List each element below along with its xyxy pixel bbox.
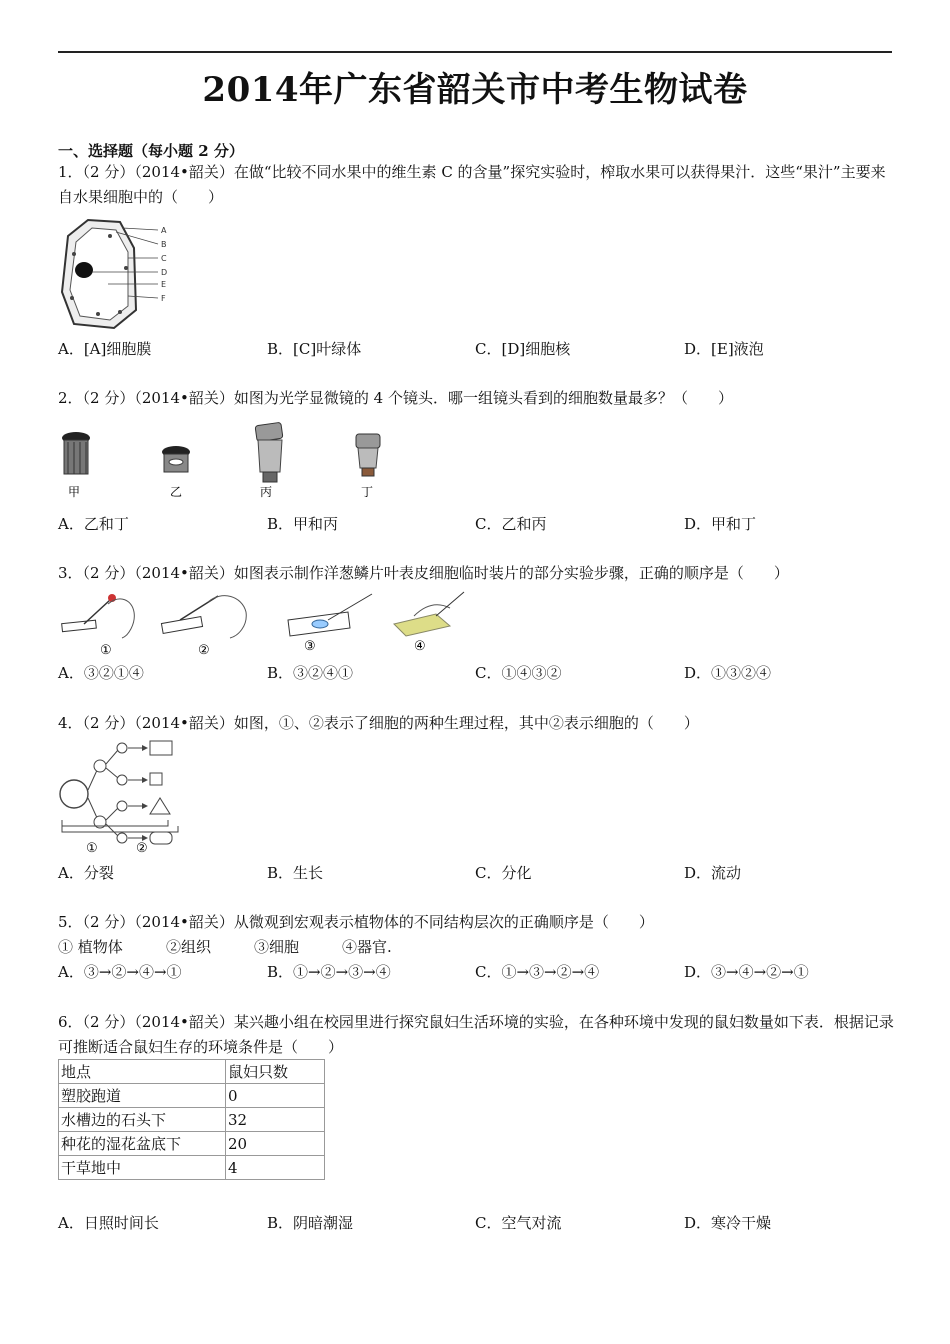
table-header: 鼠妇只数 (226, 1060, 325, 1084)
item-4: ④器官. (342, 938, 392, 956)
option-b[interactable]: B．①→②→③→④ (267, 963, 391, 981)
table-cell: 水槽边的石头下 (59, 1108, 226, 1132)
table-row (59, 1156, 325, 1180)
table-header-row (59, 1060, 325, 1084)
lens-label-yi: 乙 (170, 485, 183, 499)
slide-preparation-steps-figure (58, 590, 478, 658)
table-row (59, 1084, 325, 1108)
table-cell: 塑胶跑道 (59, 1084, 226, 1108)
table-cell: 干草地中 (59, 1156, 226, 1180)
question-5-options (58, 961, 898, 985)
option-d[interactable]: D．③→④→②→① (684, 963, 809, 981)
table-row (59, 1132, 325, 1156)
option-a[interactable]: A．[A]细胞膜 (58, 340, 152, 358)
option-d[interactable]: D．①③②④ (684, 664, 772, 682)
option-a[interactable]: A．分裂 (58, 864, 114, 882)
fig-label-a: A (161, 226, 167, 235)
question-3-stem: 3．（2 分）（2014•韶关）如图表示制作洋葱鳞片叶表皮细胞临时装片的部分实验步骤，正确的顺序是（ ） (58, 564, 789, 582)
option-a[interactable]: A．日照时间长 (58, 1214, 159, 1232)
fig-label-b: B (161, 240, 167, 249)
option-a[interactable]: A．③→②→④→① (58, 963, 182, 981)
question-2-stem: 2．（2 分）（2014•韶关）如图为光学显微镜的 4 个镜头．哪一组镜头看到的细胞数量最多？（ ） (58, 389, 733, 407)
table-cell: 20 (226, 1132, 325, 1156)
option-d[interactable]: D．甲和丁 (684, 515, 757, 533)
table-cell: 0 (226, 1084, 325, 1108)
fig-label-d: D (161, 268, 168, 277)
page-title: 2014年广东省韶关市中考生物试卷 (202, 70, 748, 110)
option-c[interactable]: C．分化 (475, 864, 532, 882)
lens-label-ding: 丁 (361, 485, 374, 499)
table-cell: 种花的湿花盆底下 (59, 1132, 226, 1156)
question-5-items (58, 936, 898, 960)
step-label-2: ② (198, 643, 210, 658)
option-b[interactable]: B．[C]叶绿体 (267, 340, 362, 358)
option-b[interactable]: B．阴暗潮湿 (267, 1214, 354, 1232)
plant-cell-diagram (58, 214, 178, 332)
option-a[interactable]: A．③②①④ (58, 664, 144, 682)
section-heading: 一、选择题（每小题 2 分） (58, 142, 244, 160)
woodlouse-count-table (58, 1059, 325, 1180)
fig-label-e: E (161, 280, 167, 289)
step-label-3: ③ (304, 639, 316, 654)
table-cell: 4 (226, 1156, 325, 1180)
item-3: ③细胞 (254, 938, 300, 956)
cell-division-differentiation-diagram (58, 738, 188, 856)
option-c[interactable]: C．乙和丙 (475, 515, 547, 533)
question-5-stem: 5．（2 分）（2014•韶关）从微观到宏观表示植物体的不同结构层次的正确顺序是（ ） (58, 913, 654, 931)
question-3-options (58, 662, 898, 686)
fig-label-c: C (161, 254, 167, 263)
table-header: 地点 (59, 1060, 226, 1084)
option-c[interactable]: C．①→③→②→④ (475, 963, 600, 981)
table-row (59, 1108, 325, 1132)
question-4-stem: 4．（2 分）（2014•韶关）如图，①、②表示了细胞的两种生理过程，其中②表示细胞的（ ） (58, 714, 699, 732)
lens-label-bing: 丙 (260, 485, 273, 499)
option-b[interactable]: B．生长 (267, 864, 324, 882)
question-1-stem: 1．（2 分）（2014•韶关）在做“比较不同水果中的维生素 C 的含量”探究实验时，榨取水果可以获得果汁．这些“果汁”主要来自水果细胞中的（ ） (58, 163, 886, 206)
top-rule (58, 51, 892, 53)
item-2: ②组织 (166, 938, 212, 956)
question-6-stem: 6．（2 分）（2014•韶关）某兴趣小组在校园里进行探究鼠妇生活环境的实验，在各种环境中发现的鼠妇数量如下表．根据记录可推断适合鼠妇生存的环境条件是（ ） (58, 1013, 894, 1056)
option-b[interactable]: B．甲和丙 (267, 515, 339, 533)
question-4-options (58, 862, 898, 886)
question-2-options (58, 513, 898, 537)
option-c[interactable]: C．①④③② (475, 664, 562, 682)
table-cell: 32 (226, 1108, 325, 1132)
option-d[interactable]: D．寒冷干燥 (684, 1214, 772, 1232)
step-label-1: ① (100, 643, 112, 658)
fig-label-f: F (161, 294, 166, 303)
option-b[interactable]: B．③②④① (267, 664, 354, 682)
option-d[interactable]: D．流动 (684, 864, 742, 882)
process-label-2: ② (136, 841, 148, 856)
question-1-options (58, 338, 898, 362)
option-a[interactable]: A．乙和丁 (58, 515, 129, 533)
step-label-4: ④ (414, 639, 426, 654)
question-6-options (58, 1212, 898, 1236)
nucleus-shape (75, 262, 93, 278)
microscope-lenses-figure (58, 420, 398, 502)
item-1: ① 植物体 (58, 938, 123, 956)
option-c[interactable]: C．空气对流 (475, 1214, 562, 1232)
option-c[interactable]: C．[D]细胞核 (475, 340, 571, 358)
option-d[interactable]: D．[E]液泡 (684, 340, 764, 358)
lens-label-jia: 甲 (68, 485, 81, 499)
process-label-1: ① (86, 841, 98, 856)
